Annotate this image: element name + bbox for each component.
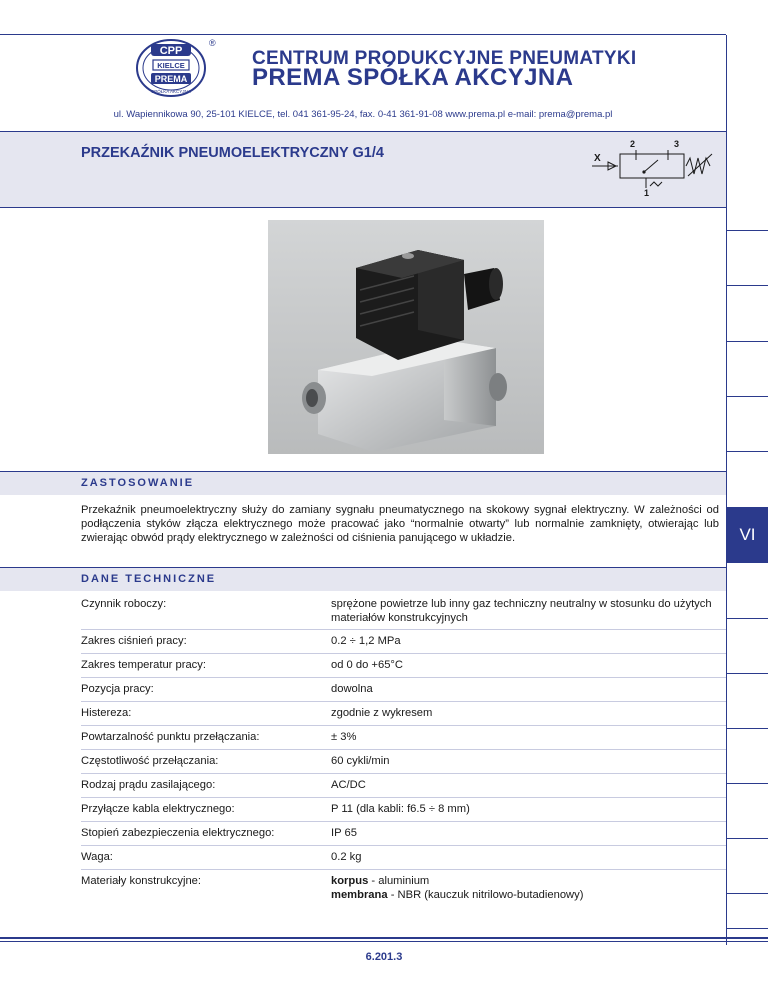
spec-value: AC/DC: [331, 779, 366, 791]
company-name-line2: PREMA SPÓŁKA AKCYJNA: [252, 64, 574, 91]
table-row: [81, 677, 726, 702]
side-divider: [726, 285, 768, 286]
spec-value: dowolna: [331, 683, 373, 695]
side-divider: [726, 928, 768, 929]
side-divider: [726, 893, 768, 894]
header: [0, 35, 726, 135]
table-row: [81, 821, 726, 846]
spec-label: Pozycja pracy:: [81, 683, 154, 695]
company-name-line1: CENTRUM PRODUKCYJNE PNEUMATYKI: [252, 48, 637, 69]
spec-label: Zakres temperatur pracy:: [81, 659, 206, 671]
spec-label: Materiały konstrukcyjne:: [81, 875, 201, 887]
material-body-term: korpus: [331, 875, 369, 887]
footer-rule: [0, 941, 768, 942]
spec-value: 60 cykli/min: [331, 755, 390, 767]
side-divider: [726, 783, 768, 784]
table-row: [81, 629, 726, 654]
material-membrane-value: - NBR (kauczuk nitrilowo-butadienowy): [387, 889, 584, 901]
symbol-port-x: X: [594, 153, 601, 164]
page-number: 6.201.3: [365, 951, 403, 963]
side-divider: [726, 230, 768, 231]
symbol-port-3: 3: [674, 139, 680, 149]
material-body: [331, 874, 716, 888]
table-row: [81, 773, 726, 798]
company-logo: [133, 36, 217, 100]
table-row: [81, 797, 726, 822]
spec-value: sprężone powietrze lub inny gaz techniczny neutralny w stosunku do użytych materiałów konstrukcyjnych: [331, 598, 712, 624]
product-title: PRZEKAŹNIK PNEUMOELEKTRYCZNY G1/4: [81, 145, 384, 161]
table-row: [81, 749, 726, 774]
table-row: [81, 701, 726, 726]
material-membrane-term: membrana: [331, 889, 388, 901]
table-row: [81, 869, 726, 905]
side-divider: [726, 673, 768, 674]
side-divider: [726, 451, 768, 452]
table-row: [81, 725, 726, 750]
logo-text-bottom: PREMA: [154, 74, 188, 84]
spec-label: Przyłącze kabla elektrycznego:: [81, 803, 235, 815]
side-divider: [726, 341, 768, 342]
spec-label: Powtarzalność punktu przełączania:: [81, 731, 260, 743]
tech-section-title: DANE TECHNICZNE: [81, 573, 217, 585]
spec-label: Częstotliwość przełączania:: [81, 755, 219, 767]
pneumatic-symbol: [588, 136, 720, 198]
spec-label: Czynnik roboczy:: [81, 598, 167, 610]
spec-value: 0.2 kg: [331, 851, 362, 863]
application-section-title: ZASTOSOWANIE: [81, 477, 195, 489]
spec-label: Stopień zabezpieczenia elektrycznego:: [81, 827, 275, 839]
symbol-port-1: 1: [644, 188, 650, 198]
table-row: [81, 653, 726, 678]
material-membrane: [331, 888, 716, 902]
spec-label: Histereza:: [81, 707, 132, 719]
footer-rule: [0, 937, 768, 939]
spec-value: IP 65: [331, 827, 357, 839]
spec-label: Zakres ciśnień pracy:: [81, 635, 187, 647]
side-divider: [726, 396, 768, 397]
spec-value: od 0 do +65°C: [331, 659, 403, 671]
side-divider: [726, 728, 768, 729]
spec-value: 0.2 ÷ 1,2 MPa: [331, 635, 401, 647]
spec-value: P 11 (dla kabli: f6.5 ÷ 8 mm): [331, 803, 470, 815]
table-row: [81, 592, 726, 630]
material-body-value: - aluminium: [368, 875, 430, 887]
company-address: ul. Wapiennikowa 90, 25-101 KIELCE, tel. 041 361-95-24, fax. 0-41 361-91-08 www.prema.pl e-mail: prema@prema.pl: [113, 109, 613, 120]
logo-text-mid: KIELCE: [157, 61, 185, 70]
spec-label: Waga:: [81, 851, 113, 863]
spec-value-materials: [331, 874, 716, 902]
table-row: [81, 845, 726, 870]
application-description: Przekaźnik pneumoelektryczny służy do zamiany sygnału pneumatycznego na skokowy sygnał elektryczny. W zależności od podłączenia styków złącza elektrycznego może pracować jako “normalnie otwarty” lub normalnie zamknięty, otwierając lub zwierając obwód prądy elektrycznego w zależności od ciśnienia panującego w układzie.: [81, 504, 719, 545]
side-divider: [726, 838, 768, 839]
side-divider: [726, 618, 768, 619]
spec-value: ± 3%: [331, 731, 357, 743]
chapter-tab[interactable]: VI: [727, 507, 768, 563]
symbol-port-2: 2: [630, 139, 636, 149]
product-photo: [268, 220, 544, 454]
registered-mark: ®: [209, 38, 216, 48]
spec-label: Rodzaj prądu zasilającego:: [81, 779, 216, 791]
logo-text-ring: SPÓŁKA AKCYJNA: [151, 89, 191, 94]
side-index-column: [726, 35, 768, 945]
spec-value: zgodnie z wykresem: [331, 707, 433, 719]
logo-text-top: CPP: [159, 45, 183, 57]
